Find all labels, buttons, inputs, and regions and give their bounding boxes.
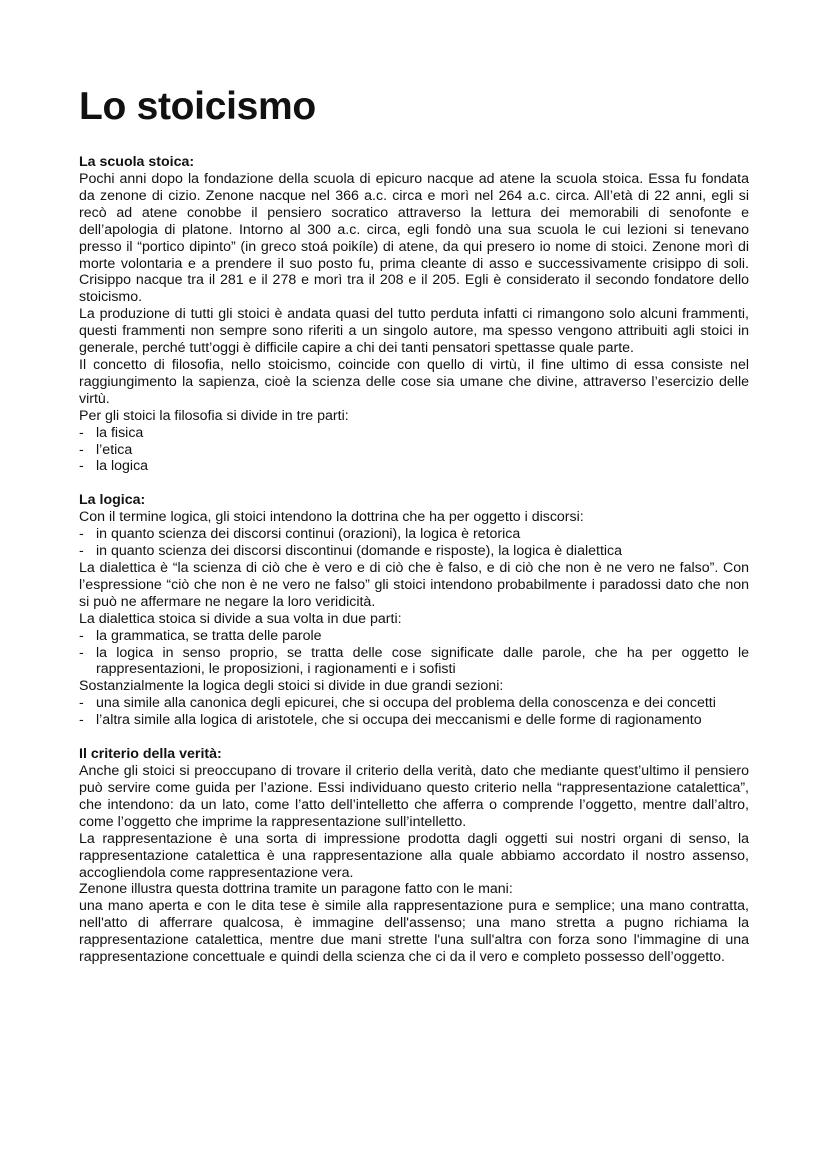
section-heading: Il criterio della verità: xyxy=(79,746,222,763)
page-title: Lo stoicismo xyxy=(79,85,316,128)
paragraph: Pochi anni dopo la fondazione della scuola di epicuro nacque ad atene la scuola stoica. Essa fu fondata da zenone di cizio. Zenone nacque nel 366 a.c. circa e morì nel 264 a.c. circa. All’età di 22 anni, egli si recò ad atene conobbe il pensiero socratico attraverso la lettura dei memorabili di senofonte e dell’apologia di platone. Intorno al 300 a.c. circa, egli fondò una sua scuola le cui lezioni si tenevano presso il “portico dipinto” (in greco stoá poikíle) di atene, da qui presero io nome di stoici. Zenone morì di morte volontaria e a prendere il suo posto fu, prima cleante di asso e successivamente crisippo di soli. Crisippo nacque tra il 281 e il 278 e morì tra il 208 e il 205. Egli è considerato il secondo fondatore dello stoicismo. xyxy=(79,171,749,306)
paragraph: una mano aperta e con le dita tese è simile alla rappresentazione pura e semplice; una mano contratta, nell'atto di afferrare qualcosa, è immagine dell'assenso; una mano stretta a pugno richiama la rappresentazione catalettica, mentre due mani strette l'una sull'altra con forza sono l'immagine di una rappresentazione concettuale e quindi della scienza che ci da il vero e completo possesso dell’oggetto. xyxy=(79,898,749,966)
paragraph: La rappresentazione è una sorta di impressione prodotta dagli oggetti sui nostri organi di senso, la rappresentazione catalettica è una rappresentazione alla quale abbiamo accordato il nostro assenso, accogliendola come rappresentazione vera. xyxy=(79,830,749,881)
section-criterio-verita xyxy=(79,746,749,966)
bullet-list xyxy=(79,628,749,679)
list-item: - l’etica xyxy=(79,442,749,459)
paragraph: Zenone illustra questa dottrina tramite un paragone fatto con le mani: xyxy=(79,881,513,898)
paragraph: La produzione di tutti gli stoici è andata quasi del tutto perduta infatti ci rimangono solo alcuni frammenti, questi frammenti non sempre sono riferiti a un singolo autore, ma spesso vengono attribuiti agli stoici in generale, perché tutt’oggi è difficile capire a chi dei tanti pensatori spettasse quale parte. xyxy=(79,306,749,357)
list-item: - una simile alla canonica degli epicurei, che si occupa del problema della conoscenza e dei concetti xyxy=(79,695,749,712)
section-logica xyxy=(79,492,749,729)
paragraph: Sostanzialmente la logica degli stoici si divide in due grandi sezioni: xyxy=(79,678,504,695)
paragraph: Per gli stoici la filosofia si divide in tre parti: xyxy=(79,407,349,424)
document-page xyxy=(79,84,749,983)
bullet-list xyxy=(79,526,749,560)
paragraph: Con il termine logica, gli stoici intendono la dottrina che ha per oggetto i discorsi: xyxy=(79,509,584,526)
section-heading: La logica: xyxy=(79,492,146,509)
paragraph: La dialettica è “la scienza di ciò che è vero e di ciò che è falso, e di ciò che non è ne vero ne falso”. Con l’espressione “ciò che non è ne vero ne falso” gli stoici intendono probabilmente i paradossi dato che non si può ne affermare ne negare la loro veridicità. xyxy=(79,560,749,610)
list-item: - la logica in senso proprio, se tratta delle cose significate dalle parole, che ha per oggetto le rappresentazioni, le proposizioni, i ragionamenti e i sofisti xyxy=(79,645,749,679)
list-item: - la logica xyxy=(79,458,749,475)
paragraph: Anche gli stoici si preoccupano di trovare il criterio della verità, dato che mediante quest’ultimo il pensiero può servire come guida per l’azione. Essi individuano questo criterio nella “rappresentazione catalettica”, che intendono: da un lato, come l’atto dell’intelletto che afferra o comprende l’oggetto, mentre dall’altro, come l’oggetto che imprime la rappresentazione sull’intelletto. xyxy=(79,763,749,830)
paragraph: La dialettica stoica si divide a sua volta in due parti: xyxy=(79,610,402,627)
list-item: - l’altra simile alla logica di aristotele, che si occupa dei meccanismi e delle forme di ragionamento xyxy=(79,712,749,729)
section-scuola-stoica xyxy=(79,154,749,475)
bullet-list xyxy=(79,695,749,729)
list-item: - in quanto scienza dei discorsi continui (orazioni), la logica è retorica xyxy=(79,526,749,543)
section-heading: La scuola stoica: xyxy=(79,154,195,170)
list-item: - in quanto scienza dei discorsi discontinui (domande e risposte), la logica è dialettica xyxy=(79,543,749,560)
list-item: - la grammatica, se tratta delle parole xyxy=(79,628,749,645)
list-item: - la fisica xyxy=(79,425,749,442)
paragraph: Il concetto di filosofia, nello stoicismo, coincide con quello di virtù, il fine ultimo di essa consiste nel raggiungimento la sapienza, cioè la scienza delle cose sia umane che divine, attraverso l’esercizio delle virtù. xyxy=(79,356,749,407)
bullet-list xyxy=(79,425,749,476)
